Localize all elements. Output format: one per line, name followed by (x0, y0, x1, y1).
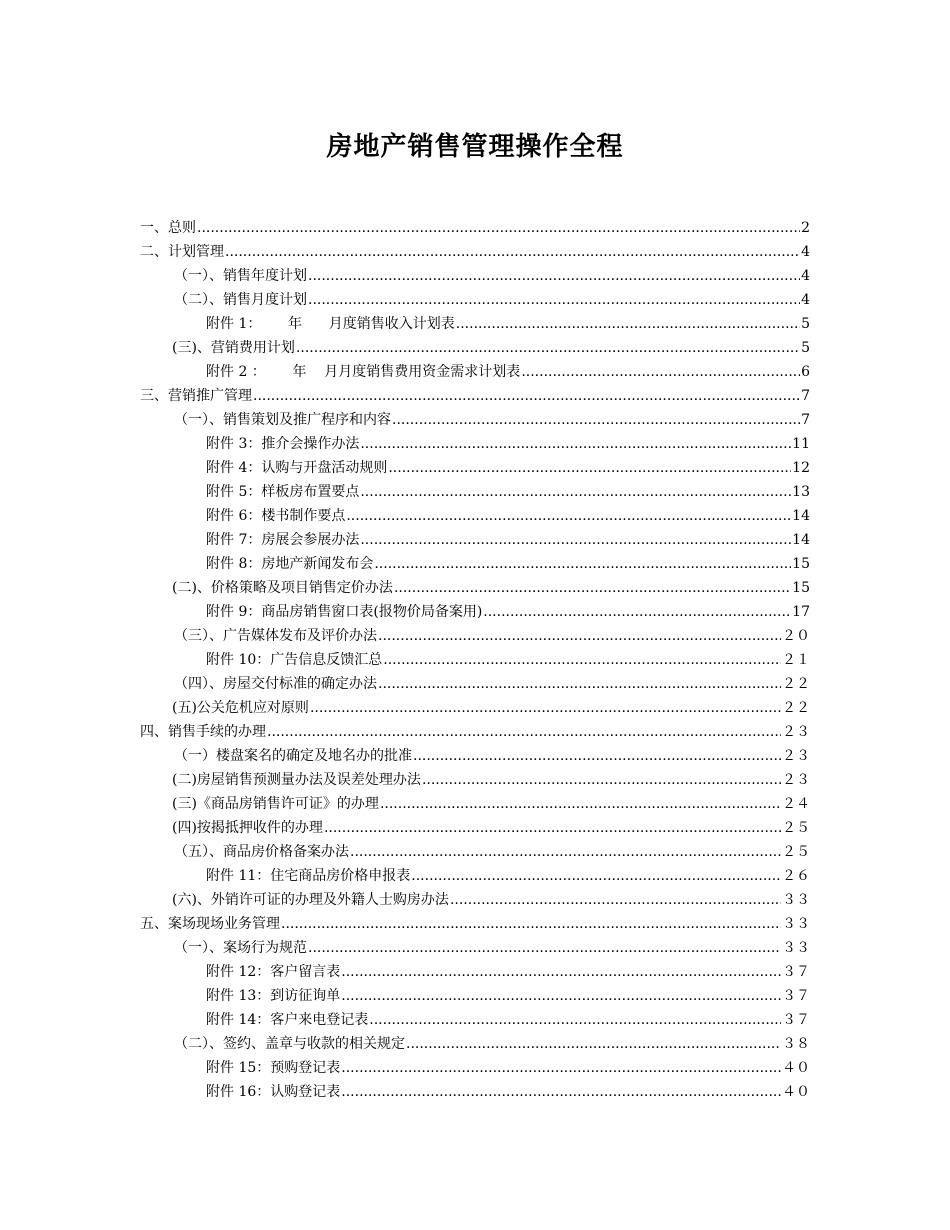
toc-entry-label: 附件 13：到访征询单 (206, 988, 341, 1004)
toc-dot-leader (197, 216, 800, 240)
toc-entry[interactable] (140, 432, 810, 456)
toc-entry-label: 五、案场现场业务管理 (140, 916, 280, 932)
toc-entry-label: (五)公关危机应对原则 (172, 700, 309, 716)
toc-entry-label: 四、销售手续的办理 (140, 724, 266, 740)
toc-entry[interactable] (140, 1032, 810, 1056)
toc-entry-page-number: ２０ (782, 628, 810, 644)
toc-entry-page-number: 11 (792, 436, 810, 452)
toc-dot-leader (360, 480, 791, 504)
table-of-contents (140, 216, 810, 1104)
toc-entry-label: (三)、营销费用计划 (172, 340, 295, 356)
toc-entry[interactable] (140, 912, 810, 936)
toc-dot-leader (378, 672, 781, 696)
toc-dot-leader (360, 432, 791, 456)
toc-entry[interactable] (140, 384, 810, 408)
toc-dot-leader (369, 1008, 781, 1032)
toc-entry[interactable] (140, 984, 810, 1008)
toc-entry-label: （一）、案场行为规范 (174, 940, 307, 956)
toc-entry[interactable] (140, 264, 810, 288)
toc-dot-leader (406, 1032, 781, 1056)
toc-entry-label: (二)房屋销售预测量办法及误差处理办法 (172, 772, 421, 788)
toc-entry-label: 一、总则 (140, 220, 196, 236)
toc-entry[interactable] (140, 456, 810, 480)
toc-entry-label: （四）、房屋交付标准的确定办法 (174, 676, 377, 692)
toc-entry-label: 附件 4：认购与开盘活动规则 (206, 460, 388, 476)
toc-dot-leader (267, 720, 781, 744)
toc-dot-leader (350, 840, 781, 864)
toc-dot-leader (374, 552, 791, 576)
toc-dot-leader (394, 576, 791, 600)
toc-entry[interactable] (140, 840, 810, 864)
toc-entry[interactable] (140, 696, 810, 720)
toc-entry-page-number: ３７ (782, 1012, 810, 1028)
toc-entry[interactable] (140, 288, 810, 312)
toc-entry-page-number: 12 (792, 460, 810, 476)
toc-entry[interactable] (140, 960, 810, 984)
toc-entry-label: (三)《商品房销售许可证》的办理 (172, 796, 379, 812)
toc-entry[interactable] (140, 624, 810, 648)
toc-entry-label: 附件 16：认购登记表 (206, 1084, 341, 1100)
toc-entry-page-number: ２４ (782, 796, 810, 812)
toc-entry[interactable] (140, 888, 810, 912)
toc-entry-label: （一）、销售年度计划 (174, 268, 307, 284)
toc-entry[interactable] (140, 936, 810, 960)
toc-entry-page-number: ２３ (782, 724, 810, 740)
toc-entry[interactable] (140, 672, 810, 696)
toc-entry-label: （三）、广告媒体发布及评价办法 (174, 628, 377, 644)
toc-entry-page-number: 4 (801, 244, 810, 260)
toc-dot-leader (378, 624, 781, 648)
toc-entry[interactable] (140, 240, 810, 264)
toc-entry[interactable] (140, 528, 810, 552)
toc-entry-label: 附件 1： 年 月度销售收入计划表 (206, 316, 455, 332)
toc-entry-label: （二）、销售月度计划 (174, 292, 307, 308)
toc-dot-leader (341, 960, 781, 984)
toc-entry-page-number: 6 (801, 364, 810, 380)
toc-entry[interactable] (140, 600, 810, 624)
toc-entry-page-number: ２２ (782, 700, 810, 716)
toc-entry-page-number: 14 (792, 532, 810, 548)
toc-entry-label: 附件 3：推介会操作办法 (206, 436, 360, 452)
toc-entry-label: (四)按揭抵押收件的办理 (172, 820, 323, 836)
toc-entry[interactable] (140, 1080, 810, 1104)
toc-entry-label: （一）楼盘案名的确定及地名办的批准 (174, 748, 412, 764)
toc-entry-page-number: ４０ (782, 1060, 810, 1076)
toc-entry[interactable] (140, 792, 810, 816)
toc-dot-leader (324, 816, 781, 840)
toc-entry[interactable] (140, 408, 810, 432)
toc-entry-page-number: ２５ (782, 820, 810, 836)
toc-entry[interactable] (140, 312, 810, 336)
toc-entry-page-number: 7 (801, 388, 810, 404)
toc-entry[interactable] (140, 216, 810, 240)
toc-dot-leader (422, 768, 781, 792)
toc-entry-label: 附件 11：住宅商品房价格申报表 (206, 868, 411, 884)
toc-dot-leader (341, 1080, 781, 1104)
toc-dot-leader (308, 264, 800, 288)
toc-entry-page-number: ３３ (782, 892, 810, 908)
toc-entry-page-number: ３３ (782, 940, 810, 956)
toc-entry-page-number: ３３ (782, 916, 810, 932)
toc-entry[interactable] (140, 864, 810, 888)
toc-dot-leader (521, 360, 800, 384)
toc-entry-label: 附件 10：广告信息反馈汇总 (206, 652, 383, 668)
toc-entry-page-number: ３７ (782, 964, 810, 980)
toc-entry[interactable] (140, 360, 810, 384)
document-title: 房地产销售管理操作全程 (326, 132, 624, 162)
toc-entry-page-number: ２６ (782, 868, 810, 884)
toc-entry[interactable] (140, 648, 810, 672)
toc-entry[interactable] (140, 576, 810, 600)
toc-dot-leader (341, 984, 781, 1008)
toc-entry-label: 附件 9：商品房销售窗口表(报物价局备案用) (206, 604, 483, 620)
toc-entry-label: 附件 15：预购登记表 (206, 1060, 341, 1076)
toc-dot-leader (346, 504, 791, 528)
toc-dot-leader (380, 792, 781, 816)
toc-entry-page-number: 17 (792, 604, 810, 620)
toc-entry-page-number: ２３ (782, 748, 810, 764)
toc-dot-leader (388, 456, 791, 480)
toc-dot-leader (253, 384, 800, 408)
toc-entry-label: 附件 2 ： 年 月月度销售费用资金需求计划表 (206, 364, 521, 380)
toc-entry[interactable] (140, 504, 810, 528)
toc-entry-page-number: 14 (792, 508, 810, 524)
toc-entry[interactable] (140, 768, 810, 792)
toc-entry-label: (二)、价格策略及项目销售定价办法 (172, 580, 393, 596)
toc-entry-page-number: ２２ (782, 676, 810, 692)
toc-dot-leader (308, 936, 781, 960)
toc-entry-label: 附件 14：客户来电登记表 (206, 1012, 369, 1028)
toc-entry-label: (六)、外销许可证的办理及外籍人士购房办法 (172, 892, 449, 908)
toc-dot-leader (341, 1056, 781, 1080)
toc-entry-page-number: 15 (792, 580, 810, 596)
toc-dot-leader (411, 864, 781, 888)
toc-entry-label: （五）、商品房价格备案办法 (174, 844, 349, 860)
toc-entry-label: 附件 5：样板房布置要点 (206, 484, 360, 500)
toc-entry-label: 附件 7：房展会参展办法 (206, 532, 360, 548)
toc-entry-page-number: 4 (801, 292, 810, 308)
toc-entry-page-number: 15 (792, 556, 810, 572)
toc-entry-page-number: 2 (801, 220, 810, 236)
toc-entry-page-number: 13 (792, 484, 810, 500)
toc-entry[interactable] (140, 744, 810, 768)
toc-dot-leader (383, 648, 781, 672)
toc-entry-page-number: ３７ (782, 988, 810, 1004)
toc-entry-page-number: 7 (801, 412, 810, 428)
toc-dot-leader (225, 240, 800, 264)
toc-entry-page-number: ３８ (782, 1036, 810, 1052)
toc-entry-label: （一）、销售策划及推广程序和内容 (174, 412, 391, 428)
toc-entry-page-number: 4 (801, 268, 810, 284)
toc-dot-leader (483, 600, 791, 624)
toc-entry[interactable] (140, 336, 810, 360)
toc-entry-page-number: 5 (801, 316, 810, 332)
toc-entry-label: 二、计划管理 (140, 244, 224, 260)
toc-entry[interactable] (140, 552, 810, 576)
toc-dot-leader (450, 888, 781, 912)
toc-dot-leader (310, 696, 781, 720)
toc-dot-leader (456, 312, 800, 336)
toc-entry-label: 三、营销推广管理 (140, 388, 252, 404)
toc-dot-leader (281, 912, 781, 936)
toc-entry-label: （二）、签约、盖章与收款的相关规定 (174, 1036, 405, 1052)
toc-entry-label: 附件 8：房地产新闻发布会 (206, 556, 374, 572)
toc-entry[interactable] (140, 480, 810, 504)
toc-entry-page-number: ４０ (782, 1084, 810, 1100)
toc-entry[interactable] (140, 1008, 810, 1032)
toc-entry-page-number: ２５ (782, 844, 810, 860)
toc-entry-page-number: 5 (801, 340, 810, 356)
toc-entry-label: 附件 6：楼书制作要点 (206, 508, 346, 524)
toc-dot-leader (360, 528, 791, 552)
toc-entry-page-number: ２３ (782, 772, 810, 788)
toc-dot-leader (413, 744, 781, 768)
toc-dot-leader (296, 336, 800, 360)
toc-entry[interactable] (140, 720, 810, 744)
toc-entry[interactable] (140, 1056, 810, 1080)
toc-dot-leader (308, 288, 800, 312)
toc-entry-page-number: ２１ (782, 652, 810, 668)
toc-dot-leader (392, 408, 800, 432)
toc-entry-label: 附件 12：客户留言表 (206, 964, 341, 980)
toc-entry[interactable] (140, 816, 810, 840)
